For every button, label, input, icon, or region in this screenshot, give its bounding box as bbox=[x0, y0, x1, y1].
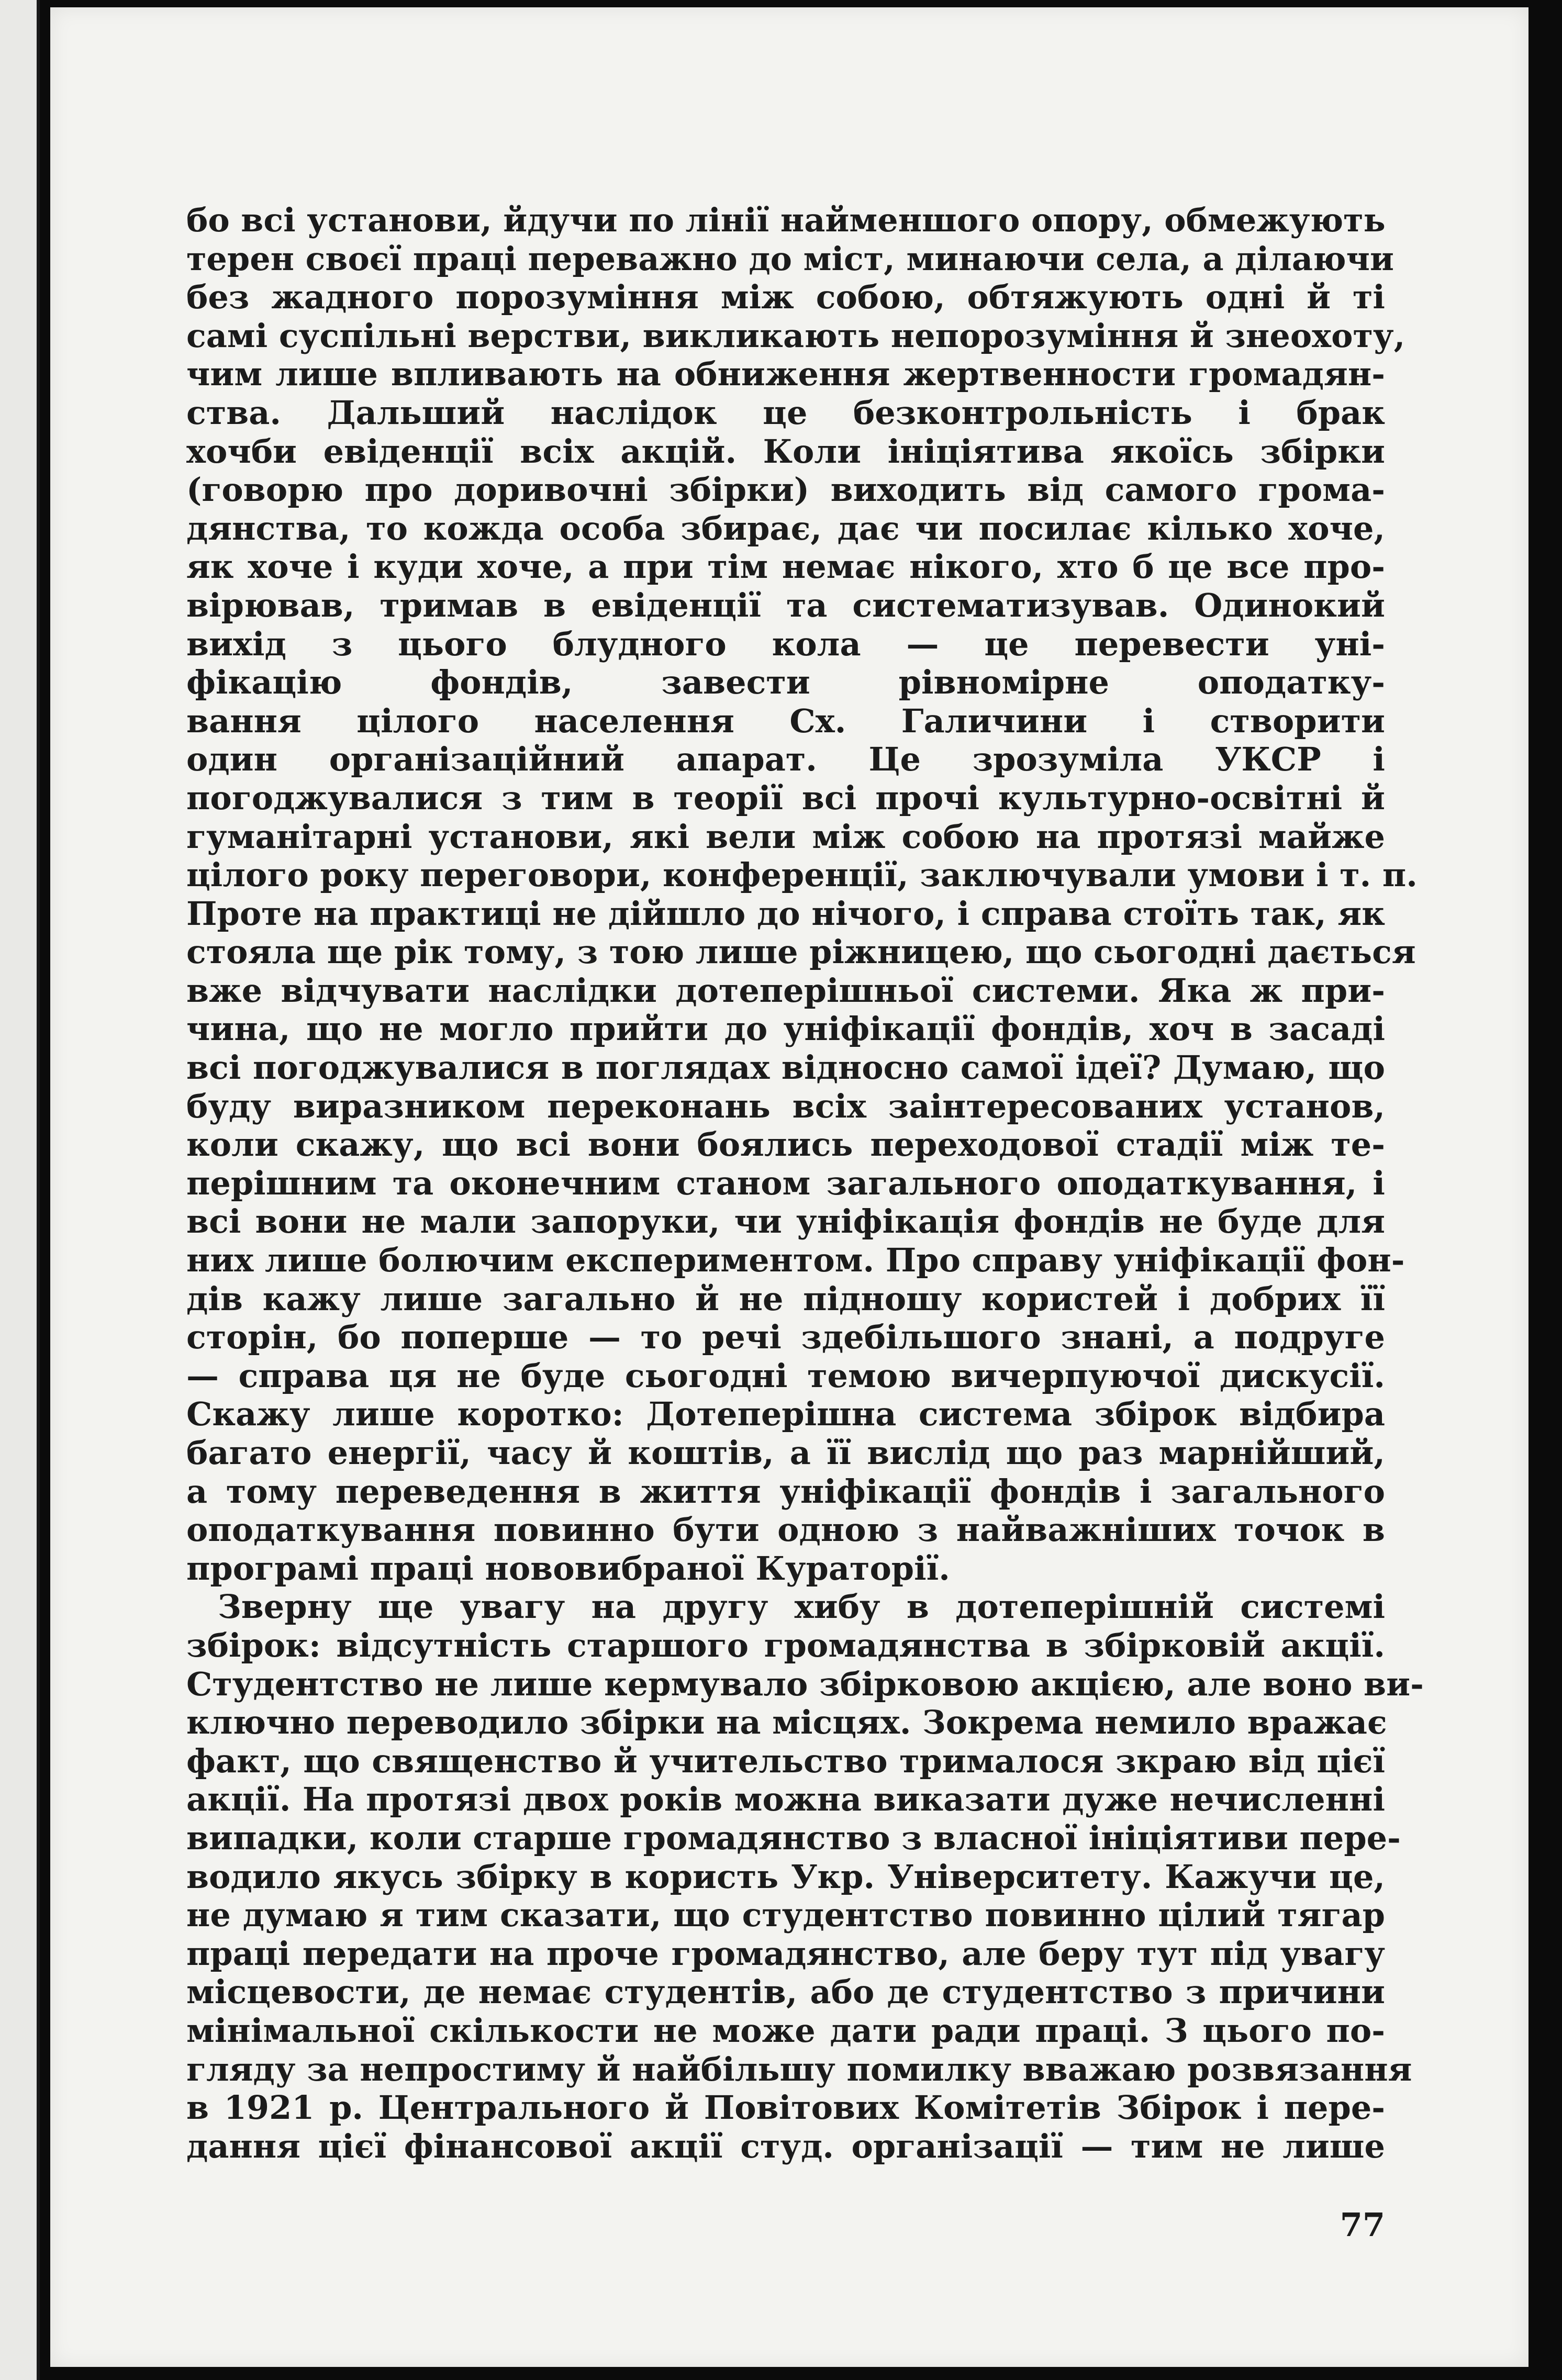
text-line: вання цілого населення Сх. Галичини і створити bbox=[186, 701, 1385, 740]
text-line: а тому переведення в життя уніфікації фондів і загального bbox=[186, 1472, 1385, 1511]
text-line: бо всі установи, йдучи по лінії найменшого опору, обмежують bbox=[186, 201, 1386, 239]
text-line: гуманітарні установи, які вели між собою на протязі майже bbox=[186, 817, 1385, 856]
body-text bbox=[186, 201, 1424, 2165]
text-line: збірок: відсутність старшого громадянства в збірковій акції. bbox=[186, 1626, 1385, 1664]
text-line: мінімальної скількости не може дати ради праці. З цього по- bbox=[186, 2011, 1385, 2050]
text-line: багато енергії, часу й коштів, а її вислід що раз марнійший, bbox=[186, 1434, 1385, 1472]
text-line: в 1921 р. Центрального й Повітових Комітетів Збірок і пере- bbox=[186, 2088, 1385, 2127]
text-line: цілого року переговори, конференції, заключували умови і т. п. bbox=[186, 856, 1418, 895]
paragraph bbox=[186, 1588, 1424, 2165]
text-line: водило якусь збірку в користь Укр. Університету. Кажучи це, bbox=[186, 1857, 1385, 1896]
text-line: Скажу лише коротко: Дотеперішна система збірок відбира bbox=[186, 1395, 1385, 1434]
text-line: як хоче і куди хоче, а при тім немає нікого, хто б це все про- bbox=[186, 547, 1385, 586]
text-line: самі суспільні верстви, викликають непорозуміння й знеохоту, bbox=[186, 316, 1405, 355]
text-line: оподаткування повинно бути одною з найважніших точок в bbox=[186, 1511, 1385, 1549]
text-line: один організаційний апарат. Це зрозуміла УКСР і bbox=[186, 740, 1385, 779]
text-line: ключно переводило збірки на місцях. Зокрема немило вражає bbox=[186, 1703, 1387, 1742]
text-line: всі вони не мали запоруки, чи уніфікація фондів не буде для bbox=[186, 1202, 1385, 1241]
text-line: них лише болючим експериментом. Про справу уніфікації фон- bbox=[186, 1241, 1405, 1280]
text-line: ства. Дальший наслідок це безконтрольність і брак bbox=[186, 393, 1385, 432]
text-line: Зверну ще увагу на другу хибу в дотеперішній системі bbox=[218, 1588, 1385, 1626]
text-line: не думаю я тим сказати, що студентство повинно цілий тягар bbox=[186, 1896, 1385, 1935]
text-line: факт, що священство й учительство трималося зкраю від цієї bbox=[186, 1741, 1385, 1780]
text-line: чим лише впливають на обниження жертвенности громадян- bbox=[186, 355, 1385, 394]
text-line: погоджувалися з тим в теорії всі прочі культурно-освітні й bbox=[186, 778, 1385, 817]
text-line: Проте на практиці не дійшло до нічого, і справа стоїть так, як bbox=[186, 894, 1385, 933]
text-line: буду виразником переконань всіх заінтересованих установ, bbox=[186, 1087, 1385, 1125]
text-line: хочби евіденції всіх акцій. Коли ініціятива якоїсь збірки bbox=[186, 432, 1385, 471]
text-line: сторін, бо поперше — то речі здебільшого знані, а подруге bbox=[186, 1318, 1385, 1357]
text-line: дів кажу лише загально й не підношу користей і добрих її bbox=[186, 1279, 1385, 1318]
previous-page-edge bbox=[0, 0, 40, 2380]
text-line: без жадного порозуміння між собою, обтяжують одні й ті bbox=[186, 278, 1385, 317]
page-number: 77 bbox=[1340, 2206, 1385, 2244]
text-line: терен своєї праці переважно до міст, минаючи села, а ділаючи bbox=[186, 239, 1394, 278]
text-line: Студентство не лише кермувало збірковою акцією, але воно ви- bbox=[186, 1664, 1424, 1703]
text-line: вже відчувати наслідки дотеперішньої системи. Яка ж при- bbox=[186, 971, 1385, 1010]
text-line: гляду за непростиму й найбільшу помилку вважаю розвязання bbox=[186, 2050, 1412, 2088]
text-line: випадки, коли старше громадянство з власної ініціятиви пере- bbox=[186, 1818, 1401, 1857]
text-line: дянства, то кожда особа збирає, дає чи посилає кілько хоче, bbox=[186, 509, 1385, 547]
text-line: — справа ця не буде сьогодні темою вичерпуючої дискусії. bbox=[186, 1356, 1385, 1395]
text-line: вихід з цього блудного кола — це перевести уні- bbox=[186, 624, 1385, 663]
text-line: перішним та оконечним станом загального оподаткування, і bbox=[186, 1164, 1385, 1202]
text-line: коли скажу, що всі вони боялись переходової стадії між те- bbox=[186, 1125, 1385, 1164]
text-line: всі погоджувалися в поглядах відносно самої ідеї? Думаю, що bbox=[186, 1048, 1385, 1087]
text-line: дання цієї фінансової акції студ. організації — тим не лише bbox=[186, 2127, 1385, 2165]
text-line: (говорю про доривочні збірки) виходить від самого грома- bbox=[186, 471, 1385, 509]
text-line: стояла ще рік тому, з тою лише ріжницею, що сьогодні дається bbox=[186, 933, 1416, 971]
paragraph bbox=[186, 201, 1418, 1588]
text-line: фікацію фондів, завести рівномірне оподатку- bbox=[186, 663, 1385, 702]
text-line: акції. На протязі двох років можна виказати дуже нечисленні bbox=[186, 1780, 1385, 1819]
text-line: чина, що не могло прийти до уніфікації фондів, хоч в засаді bbox=[186, 1010, 1385, 1048]
text-line: вірював, тримав в евіденції та систематизував. Одинокий bbox=[186, 586, 1385, 624]
text-line: праці передати на проче громадянство, але беру тут під увагу bbox=[186, 1934, 1385, 1973]
book-page bbox=[50, 7, 1528, 2367]
text-line: програмі праці нововибраної Кураторії. bbox=[186, 1549, 950, 1588]
text-line: місцевости, де немає студентів, або де студентство з причини bbox=[186, 1973, 1385, 2012]
